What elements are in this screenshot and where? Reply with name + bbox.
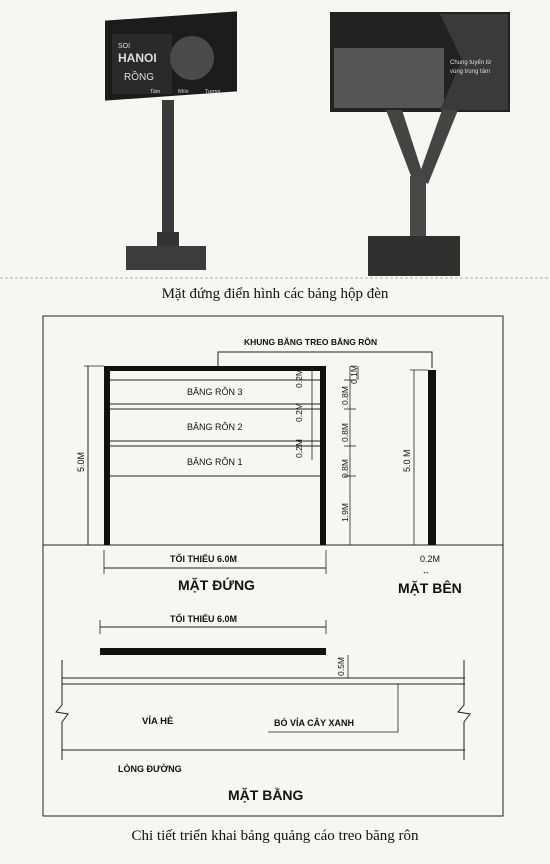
elevation-min-width: TỐI THIỂU 6.0M — [170, 554, 238, 564]
right-board-line-1: Chung tuyến từ — [450, 60, 492, 66]
height-left-label: 5.0M — [76, 451, 86, 472]
right-board-line-2: vùng trung tâm — [450, 69, 491, 75]
left-board-footer-2: Nhìn — [178, 89, 189, 95]
photo-billboard-left — [105, 11, 237, 270]
dim-08-b: 0.8M — [340, 423, 350, 442]
side-view — [398, 370, 462, 596]
side-view-label: MẶT BÊN — [398, 580, 462, 596]
svg-text:↔: ↔ — [422, 567, 430, 576]
dim-01: 0.1M — [349, 365, 359, 384]
banner-1-label: BĂNG RÔN 1 — [187, 457, 243, 467]
left-board-line-1: SOI — [118, 43, 131, 50]
dim-19: 1.9M — [340, 503, 350, 522]
banner-2-label: BĂNG RÔN 2 — [187, 422, 243, 432]
road-label: LÒNG ĐƯỜNG — [118, 764, 182, 774]
frame-label: KHUNG BĂNG TREO BĂNG RÔN — [244, 337, 378, 347]
dim-02-b: 0.2M — [294, 403, 304, 422]
curb-label: BÓ VỈA CÂY XANH — [274, 718, 355, 728]
side-width-label: 0.2M — [420, 554, 441, 564]
left-board-line-2: HANOI — [118, 51, 157, 65]
dim-02-c: 0.2M — [294, 439, 304, 458]
dim-02-a: 0.2M — [294, 369, 304, 388]
dim-08-c: 0.8M — [340, 459, 350, 478]
plan-min-width: TỐI THIỂU 6.0M — [170, 614, 238, 624]
plan-view-label: MẶT BẰNG — [228, 787, 304, 803]
left-board-line-3: RỒNG — [124, 72, 154, 83]
dim-08-a: 0.8M — [340, 386, 350, 405]
plan-view — [56, 613, 470, 803]
left-board-footer-1: Tầm — [150, 89, 160, 95]
elevation-view-label: MẶT ĐỨNG — [178, 577, 255, 593]
plan-dim-05: 0.5M — [336, 657, 346, 676]
left-board-footer-3: Tương — [205, 89, 221, 95]
sidewalk-label: VỈA HÈ — [142, 716, 174, 727]
caption-bottom: Chi tiết triển khai bảng quảng cáo treo băng rôn — [131, 828, 419, 844]
front-elevation — [76, 336, 432, 593]
photo-billboard-right — [330, 12, 510, 276]
caption-top: Mặt đứng điển hình các bảng hộp đèn — [161, 286, 389, 302]
banner-3-label: BĂNG RÔN 3 — [187, 387, 243, 397]
side-height-label: 5.0 M — [402, 449, 412, 472]
